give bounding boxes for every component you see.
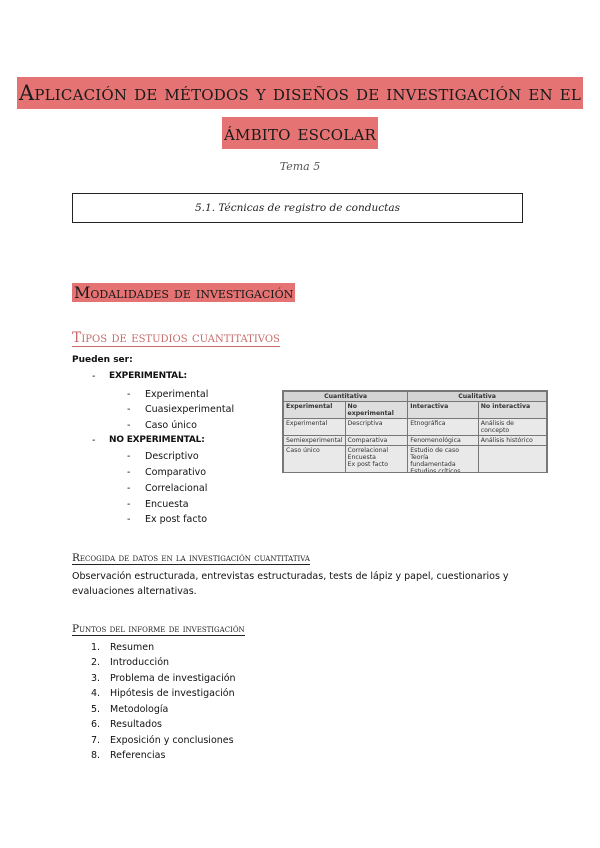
bullet-dash: - (127, 499, 131, 510)
bullet-dash: - (127, 483, 131, 494)
topic-box-label: 5.1. Técnicas de registro de conductas (195, 202, 400, 214)
bullet-dash: - (127, 389, 131, 400)
table-column-header: Experimental (284, 402, 346, 419)
list-item: Encuesta (145, 499, 189, 510)
document-title-line-2 (0, 117, 600, 149)
document-title-continued: ámbito escolar (222, 117, 378, 149)
list-item: 7. Exposición y conclusiones (91, 735, 234, 746)
list-item-label: Resumen (110, 642, 155, 653)
document-subtitle: Tema 5 (279, 160, 321, 173)
list-item: 5. Metodología (91, 704, 169, 715)
subsection-heading-text: Tipos de estudios cuantitativos (72, 330, 280, 346)
table-cell: Etnográfica (408, 419, 479, 436)
section-heading-modalidades (72, 281, 295, 305)
scanned-table-image (282, 390, 548, 473)
table-cell: Comparativa (345, 436, 408, 446)
table-group-header: Cuantitativa (284, 392, 408, 402)
list-item-label: Referencias (110, 750, 166, 761)
table-row (284, 436, 547, 446)
list-item: 3. Problema de investigación (91, 673, 236, 684)
table-column-header: Interactiva (408, 402, 479, 419)
list-item: Ex post facto (145, 514, 208, 525)
subsection-heading-recogida (72, 546, 310, 565)
intro-text: Pueden ser: (72, 355, 133, 365)
list-item: Correlacional (145, 483, 208, 494)
research-types-table (283, 391, 547, 473)
list-item: Experimental (145, 389, 209, 400)
table-cell: Experimental (284, 419, 346, 436)
list-item-label: Hipótesis de investigación (110, 688, 235, 699)
table-column-header: No experimental (345, 402, 408, 419)
list-item: Descriptivo (145, 451, 199, 462)
table-cell: Análisis histórico (478, 436, 546, 446)
list-item-label: Introducción (110, 657, 170, 668)
subsection-heading-text: Recogida de datos en la investigación cuantitativa (72, 552, 310, 564)
document-title: Aplicación de métodos y diseños de investigación en el (17, 77, 583, 109)
bullet-dash: - (92, 371, 96, 382)
document-title-line-1 (0, 77, 600, 109)
category-experimental: EXPERIMENTAL: (109, 371, 187, 381)
recogida-paragraph: Observación estructurada, entrevistas estructuradas, tests de lápiz y papel, cuestionarios y evaluaciones alternativas. (72, 571, 509, 597)
list-item: 8. Referencias (91, 750, 166, 761)
table-cell: Fenomenológica (408, 436, 479, 446)
subsection-heading-tipos (72, 327, 280, 347)
table-cell: Semiexperimental (284, 436, 346, 446)
table-row (284, 446, 547, 474)
bullet-dash: - (127, 514, 131, 525)
section-heading-text: Modalidades de investigación (74, 283, 294, 302)
list-item: 6. Resultados (91, 719, 162, 730)
list-item-label: Exposición y conclusiones (110, 735, 234, 746)
list-item-label: Metodología (110, 704, 169, 715)
table-cell (478, 446, 546, 474)
subsection-heading-informe (72, 617, 245, 636)
table-cell: Caso único (284, 446, 346, 474)
category-no-experimental: NO EXPERIMENTAL: (109, 435, 205, 445)
list-item: Comparativo (145, 467, 207, 478)
bullet-dash: - (127, 420, 131, 431)
table-group-header: Cualitativa (408, 392, 547, 402)
table-cell: Correlacional Encuesta Ex post facto (345, 446, 408, 474)
bullet-dash: - (127, 451, 131, 462)
topic-box (72, 193, 523, 223)
list-item: Caso único (145, 420, 197, 431)
table-cell: Descriptiva (345, 419, 408, 436)
bullet-dash: - (92, 435, 96, 446)
table-column-header: No interactiva (478, 402, 546, 419)
list-item: 4. Hipótesis de investigación (91, 688, 235, 699)
table-cell: Análisis de concepto (478, 419, 546, 436)
list-item-label: Resultados (110, 719, 162, 730)
table-row (284, 419, 547, 436)
list-item: Cuasiexperimental (145, 404, 235, 415)
list-item: 1. Resumen (91, 642, 155, 653)
table-cell: Estudio de caso Teoría fundamentada Estudios críticos (408, 446, 479, 474)
list-item-label: Problema de investigación (110, 673, 236, 684)
bullet-dash: - (127, 467, 131, 478)
list-item: 2. Introducción (91, 657, 170, 668)
bullet-dash: - (127, 404, 131, 415)
subsection-heading-text: Puntos del informe de investigación (72, 623, 245, 635)
